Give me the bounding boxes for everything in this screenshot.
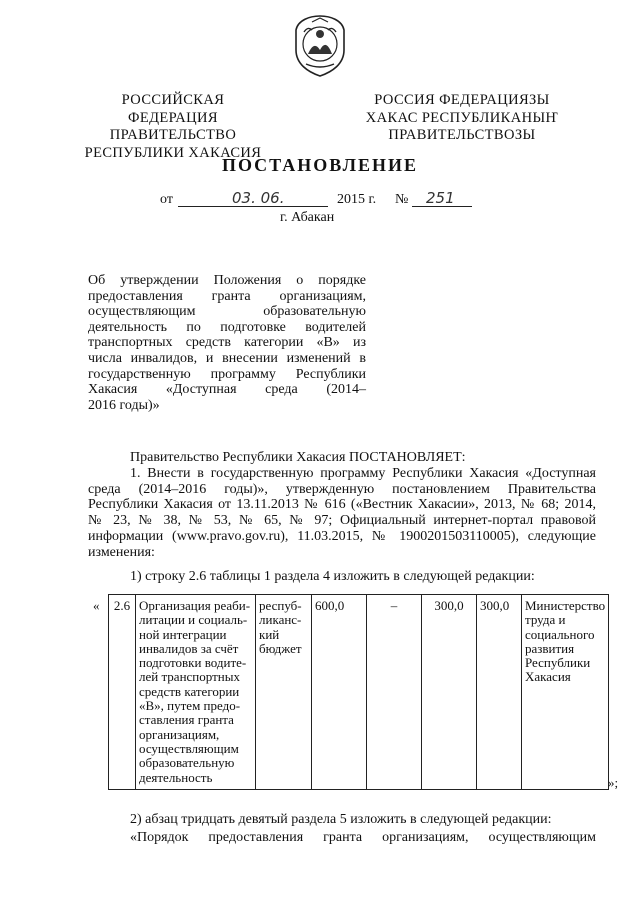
year-label: 2015 г.	[337, 192, 377, 207]
subject-block	[88, 273, 366, 413]
cell-source-line: респуб-	[259, 598, 302, 613]
cell-executor	[522, 595, 609, 790]
cell-name-line: Организация реаби-	[139, 598, 251, 613]
cell-name-line: средств категории	[139, 683, 240, 699]
para1-line: информации (www.pravo.gov.ru), 11.03.2015, № 1900201503110005), следующие	[88, 528, 596, 544]
cell-name-line: ставления гранта	[139, 712, 234, 728]
cell-source-line: бюджет	[259, 640, 302, 656]
cell-executor-line: социального	[525, 626, 595, 642]
last-line-text: «Порядок предоставления гранта организациям, осуществляющим	[130, 830, 596, 845]
subject-line: числа инвалидов, и внесении изменений в	[88, 350, 366, 366]
cell-source-line: ликанс-	[259, 612, 302, 628]
item-2: 2) абзац тридцать девятый раздела 5 изложить в следующей редакции:	[130, 812, 552, 827]
cell-source-line: кий	[259, 626, 280, 642]
cell-executor-line: Министерство	[525, 598, 606, 613]
number-sign: №	[395, 192, 409, 207]
item-1: 1) строку 2.6 таблицы 1 раздела 4 изложить в следующей редакции:	[130, 569, 535, 584]
header-left-line: ПРАВИТЕЛЬСТВО	[109, 127, 237, 143]
cell-total: 600,0	[312, 595, 367, 790]
city-label: г. Абакан	[280, 210, 335, 225]
header-right-line: ХАКАС РЕСПУБЛИКАНЫҤ	[365, 109, 559, 126]
cell-executor-line: труда и	[525, 612, 566, 628]
header-right-block	[362, 92, 562, 145]
cell-name-line: «В», путем предо-	[139, 698, 241, 714]
subject-line: Хакасия «Доступная среда (2014–	[88, 382, 366, 398]
cell-name-line: деятельность	[139, 769, 213, 785]
document-title: ПОСТАНОВЛЕНИЕ	[221, 155, 419, 175]
header-right-line: ПРАВИТЕЛЬСТВОЗЫ	[388, 127, 536, 143]
cell-2014: –	[367, 595, 422, 790]
cell-executor-line: Республики	[525, 655, 591, 671]
para1-line: среда (2014–2016 годы)», утвержденную постановлением Правительства	[88, 481, 596, 497]
cell-name-line: инвалидов за счёт	[139, 640, 239, 656]
para1-line: № 23, № 38, № 53, № 65, № 97; Официальный интернет-портал правовой	[88, 513, 596, 529]
subject-line: 2016 годы)»	[88, 397, 160, 413]
last-line	[88, 830, 596, 846]
cell-num: 2.6	[109, 595, 136, 790]
cell-executor-line: развития	[525, 640, 575, 656]
table-row	[109, 595, 609, 790]
cell-name	[136, 595, 256, 790]
subject-line: осуществляющим образовательную	[88, 304, 366, 320]
cell-2015: 300,0	[422, 595, 477, 790]
decree-line: Правительство Республики Хакасия ПОСТАНОВЛЯЕТ:	[130, 450, 466, 465]
cell-name-line: осуществляющим	[139, 740, 239, 756]
program-table	[108, 594, 609, 790]
cell-executor-line: Хакасия	[525, 669, 571, 685]
date-handwritten: 03. 06.	[232, 189, 285, 207]
date-prefix: от	[160, 192, 173, 207]
cell-name-line: организациям,	[139, 726, 220, 742]
cell-name-line: образовательную	[139, 755, 235, 771]
cell-name-line: ной интеграции	[139, 626, 227, 642]
cell-source	[256, 595, 312, 790]
subject-line: государственную программу Республики	[88, 366, 366, 382]
coat-of-arms-emblem	[292, 14, 348, 78]
cell-name-line: лей транспортных	[139, 669, 240, 685]
para1-line: Республики Хакасия от 13.11.2013 № 616 («Вестник Хакасии», 2013, № 68; 2014,	[88, 497, 596, 513]
number-handwritten: 251	[426, 189, 455, 207]
header-left-line: РОССИЙСКАЯ ФЕДЕРАЦИЯ	[121, 92, 225, 126]
paragraph-1	[88, 466, 596, 560]
header-right-line: РОССИЯ ФЕДЕРАЦИЯЗЫ	[374, 92, 550, 108]
header-left-line: РЕСПУБЛИКИ ХАКАСИЯ	[84, 144, 262, 161]
cell-2016: 300,0	[477, 595, 522, 790]
subject-line: деятельность по подготовке водителей	[88, 319, 366, 335]
table-open-quote: «	[93, 598, 100, 613]
para1-line: 1. Внести в государственную программу Республики Хакасия «Доступная	[130, 466, 596, 481]
table-close-quote: »;	[608, 775, 619, 790]
para1-line: изменения:	[88, 544, 155, 560]
subject-line: транспортных средств категории «В» из	[88, 335, 366, 351]
subject-line: Об утверждении Положения о порядке	[88, 273, 366, 288]
cell-name-line: подготовки водите-	[139, 655, 247, 671]
cell-name-line: литации и социаль-	[139, 612, 248, 628]
header-left-block	[78, 92, 268, 162]
subject-line: предоставления гранта организациям,	[88, 288, 366, 304]
